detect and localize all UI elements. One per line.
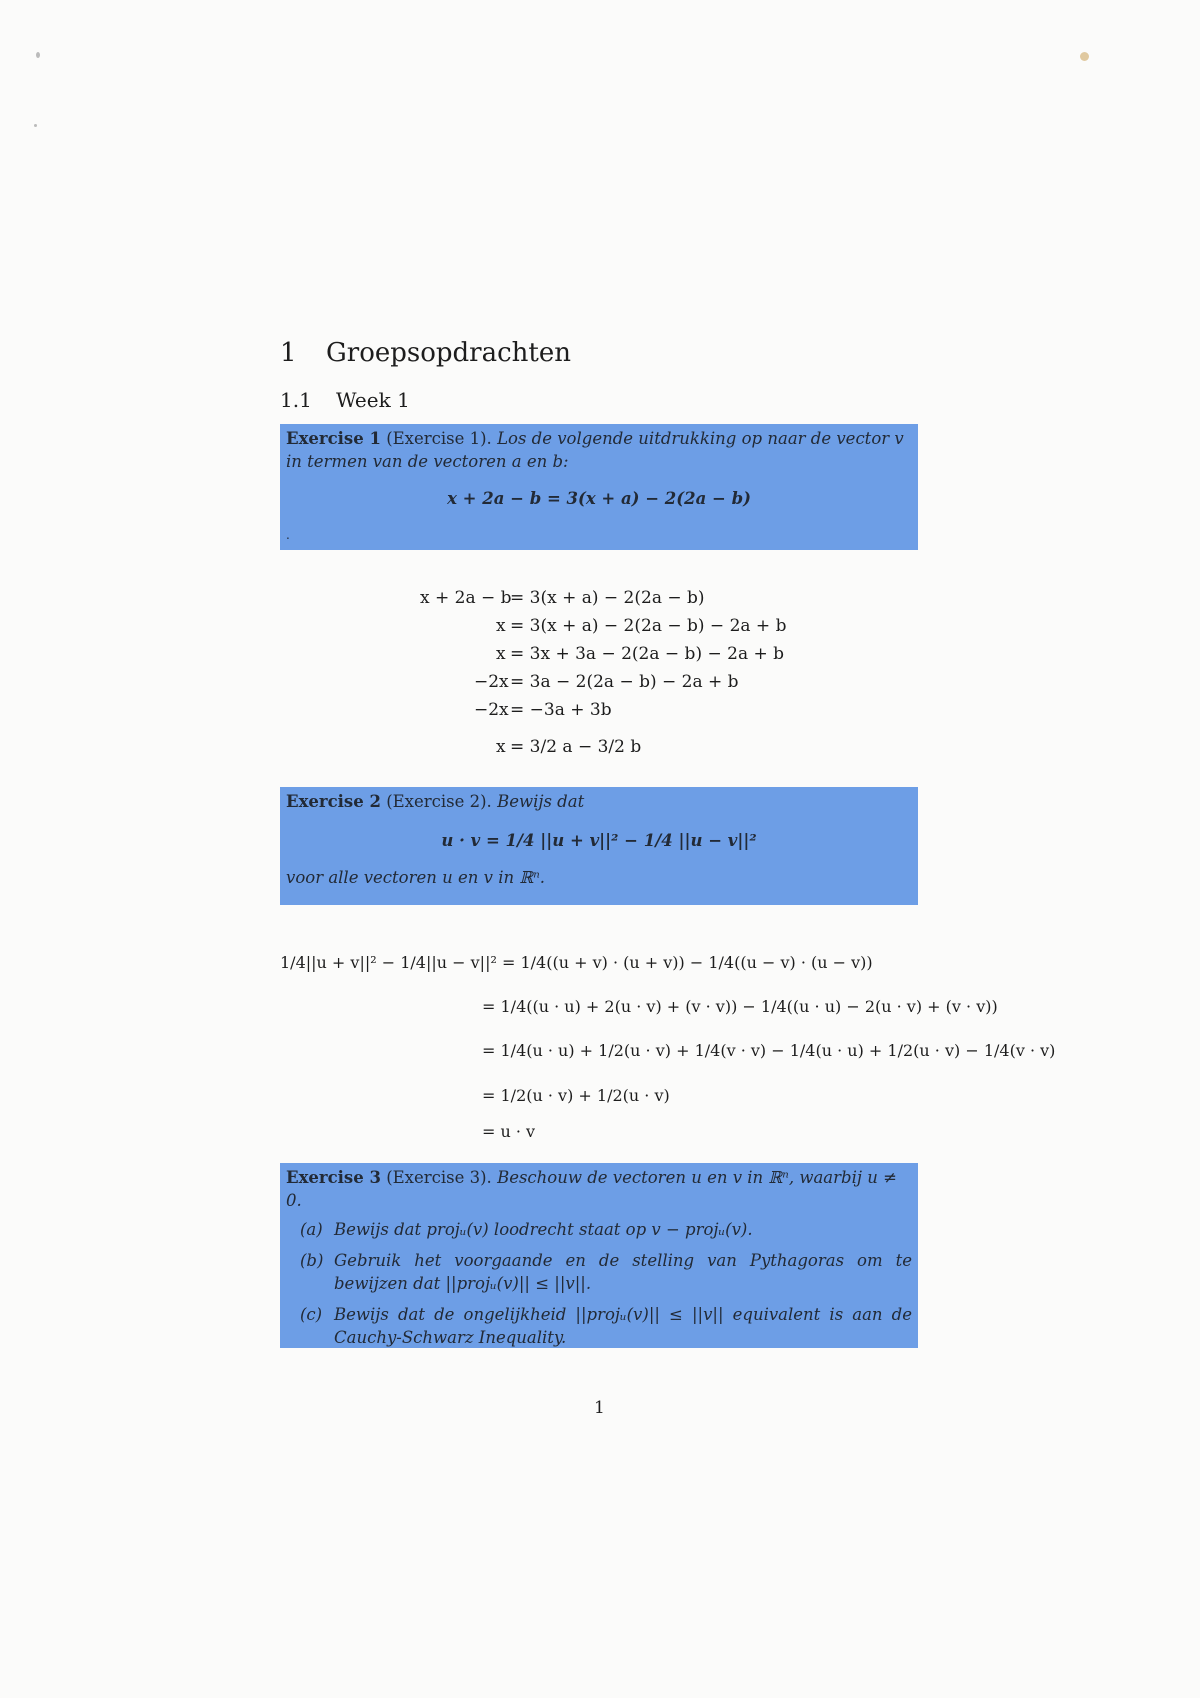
exercise-3-list	[286, 1218, 912, 1349]
solution-1-rhs-5: = 3/2 a − 3/2 b	[510, 737, 642, 757]
item-a-text: Bewijs dat projᵤ(v) loodrecht staat op v − projᵤ(v).	[334, 1220, 753, 1239]
exercise-1-ref: (Exercise 1).	[386, 429, 492, 448]
solution-1-lhs-2: x	[496, 644, 506, 664]
solution-1-rhs-1: = 3(x + a) − 2(2a − b) − 2a + b	[510, 616, 787, 636]
item-c-label: (c)	[300, 1305, 323, 1324]
solution-2-line-4: = 1/2(u · v) + 1/2(u · v)	[482, 1086, 670, 1105]
exercise-1-equation: x + 2a − b = 3(x + a) − 2(2a − b)	[447, 489, 751, 508]
scan-speck	[34, 124, 37, 127]
solution-2-line-1: 1/4||u + v||² − 1/4||u − v||² = 1/4((u + v) · (u + v)) − 1/4((u − v) · (u − v))	[280, 953, 873, 972]
item-b-text: Gebruik het voorgaande en de stelling van Pythagoras om te bewijzen dat ||projᵤ(v)|| ≤ ||v||.	[334, 1251, 912, 1293]
exercise-2-box	[280, 787, 918, 905]
subsection-number: 1.1	[280, 388, 312, 412]
item-b-label: (b)	[300, 1251, 324, 1270]
solution-1-rhs-3: = 3a − 2(2a − b) − 2a + b	[510, 672, 739, 692]
exercise-3-label: Exercise 3	[286, 1168, 381, 1187]
section-title: Groepsopdrachten	[326, 338, 571, 368]
solution-1-rhs-2: = 3x + 3a − 2(2a − b) − 2a + b	[510, 644, 785, 664]
scan-speck	[1080, 52, 1089, 61]
exercise-2-ref: (Exercise 2).	[386, 792, 492, 811]
list-item	[286, 1249, 912, 1295]
exercise-3-box	[280, 1163, 918, 1348]
list-item	[286, 1303, 912, 1349]
exercise-3-text: Beschouw de vectoren u en v in ℝⁿ, waarbij u ≠ 0.	[286, 1168, 897, 1210]
solution-2-line-3: = 1/4(u · u) + 1/2(u · v) + 1/4(v · v) − 1/4(u · u) + 1/2(u · v) − 1/4(v · v)	[482, 1041, 1056, 1060]
scan-speck	[36, 52, 40, 58]
exercise-1-label: Exercise 1	[286, 429, 381, 448]
page-number: 1	[594, 1398, 605, 1418]
section-heading	[280, 338, 571, 368]
solution-2-line-2: = 1/4((u · u) + 2(u · v) + (v · v)) − 1/4((u · u) − 2(u · v) + (v · v))	[482, 997, 998, 1016]
exercise-2-after: voor alle vectoren u en v in ℝⁿ.	[286, 868, 546, 887]
exercise-1-box	[280, 424, 918, 550]
solution-1-lhs-4: −2x	[474, 700, 509, 720]
exercise-2-label: Exercise 2	[286, 792, 381, 811]
subsection-heading	[280, 388, 410, 412]
exercise-2-text: Bewijs dat	[497, 792, 585, 811]
item-c-text: Bewijs dat de ongelijkheid ||projᵤ(v)|| ≤ ||v|| equivalent is aan de Cauchy-Schwarz Inequality.	[334, 1305, 912, 1347]
exercise-1-trailing: .	[286, 528, 290, 542]
exercise-1-text: Los de volgende uitdrukking op naar de vector v in termen van de vectoren a en b:	[286, 429, 904, 471]
exercise-3-ref: (Exercise 3).	[386, 1168, 492, 1187]
solution-2-line-5: = u · v	[482, 1122, 536, 1141]
item-a-label: (a)	[300, 1220, 323, 1239]
solution-1-rhs-0: = 3(x + a) − 2(2a − b)	[510, 588, 705, 608]
subsection-title: Week 1	[336, 388, 410, 412]
solution-1-lhs-3: −2x	[474, 672, 509, 692]
section-number: 1	[280, 338, 297, 368]
solution-1-rhs-4: = −3a + 3b	[510, 700, 612, 720]
solution-1-lhs-1: x	[496, 616, 506, 636]
list-item	[286, 1218, 912, 1241]
exercise-2-equation: u · v = 1/4 ||u + v||² − 1/4 ||u − v||²	[441, 831, 757, 850]
solution-1-lhs-5: x	[496, 737, 506, 757]
solution-1-lhs-0: x + 2a − b	[420, 588, 512, 608]
